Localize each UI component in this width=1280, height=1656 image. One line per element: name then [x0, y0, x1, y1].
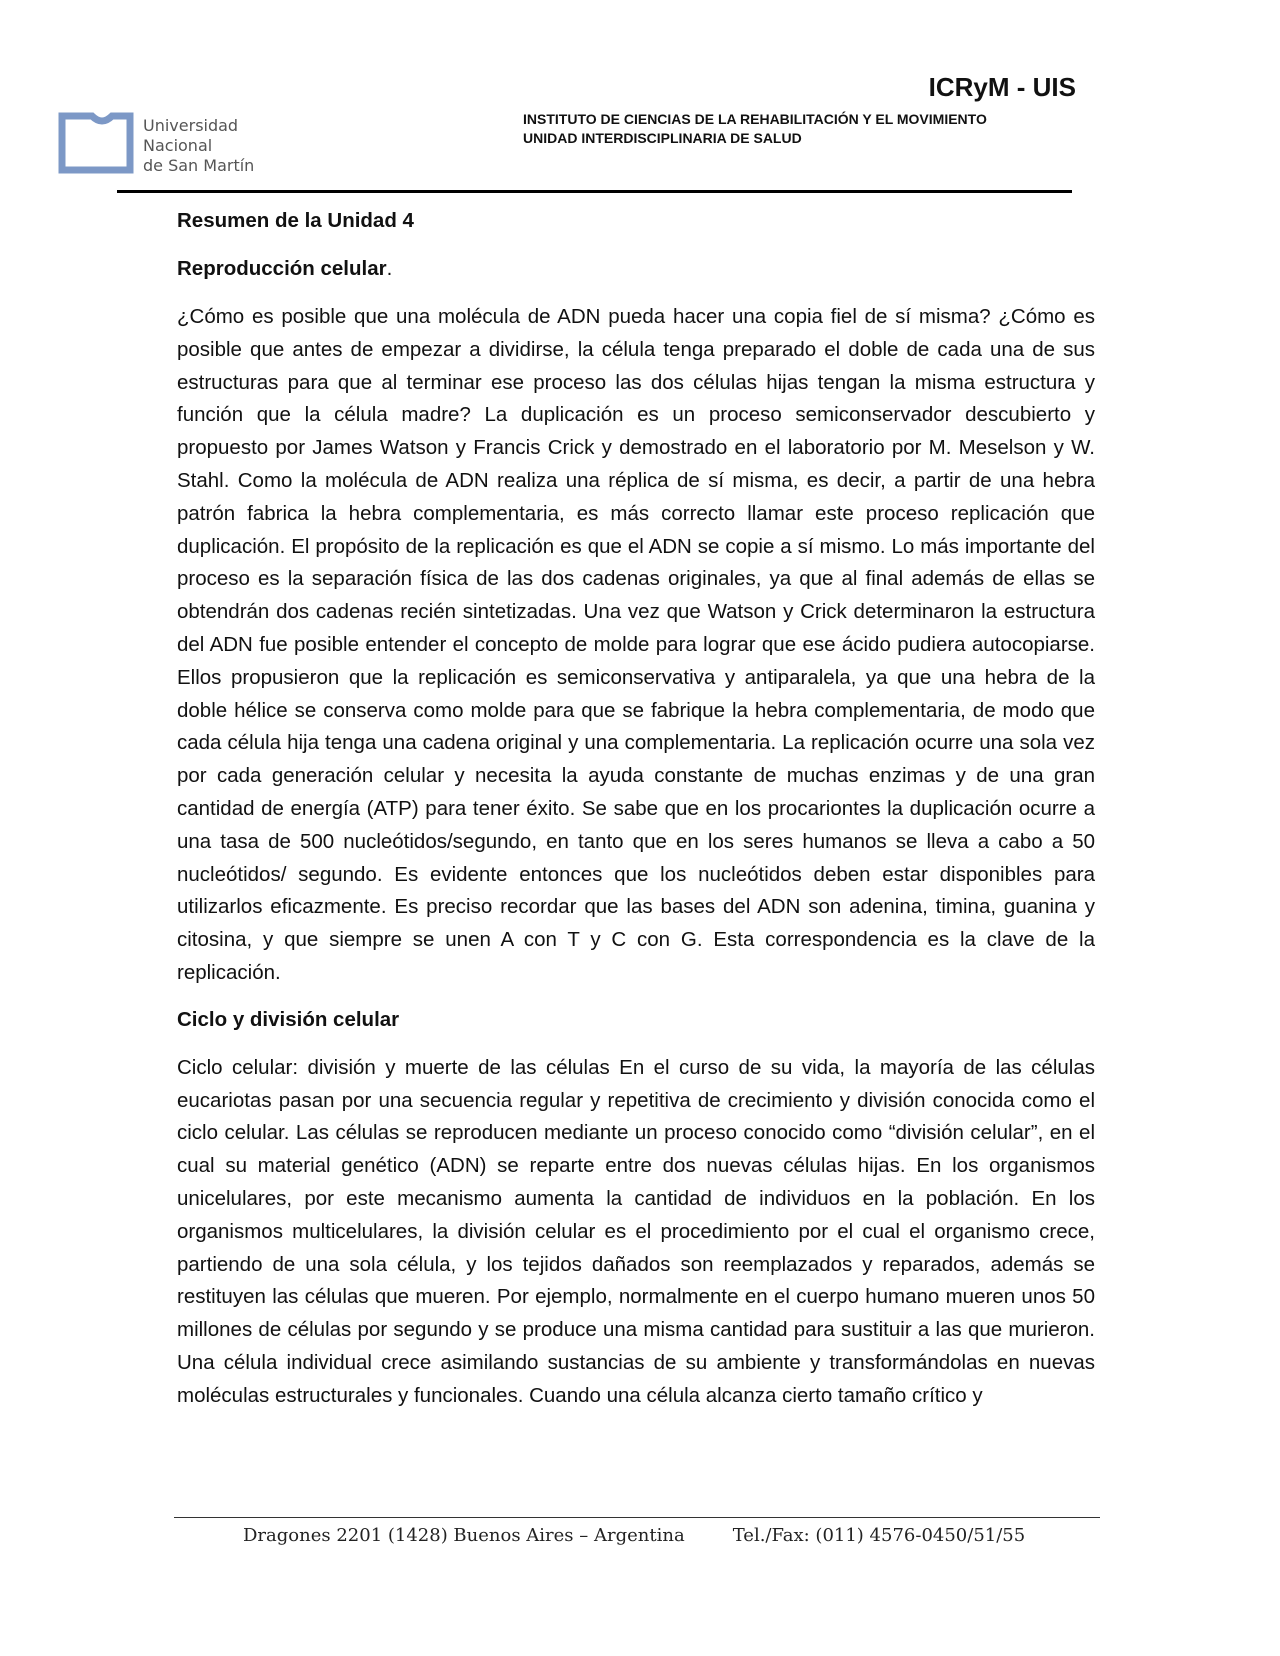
header-divider	[117, 190, 1072, 193]
institute-name	[523, 110, 987, 148]
section-heading-reproduccion	[177, 253, 1095, 285]
university-logo	[58, 108, 268, 180]
header-code: ICRyM - UIS	[928, 72, 1076, 102]
document-body	[177, 205, 1095, 1427]
section-heading-ciclo: Ciclo y división celular	[177, 1007, 400, 1031]
institute-line-1: INSTITUTO DE CIENCIAS DE LA REHABILITACIÓN Y EL MOVIMIENTO	[523, 111, 987, 127]
paragraph-replicacion: ¿Cómo es posible que una molécula de ADN pueda hacer una copia fiel de sí misma? ¿Cómo es posible que antes de empezar a dividirse, la célula tenga preparado el doble de cada una de sus estructuras para que al terminar ese proceso las dos células hijas tengan la misma estructura y función que la célula madre? La duplicación es un proceso semiconservador descubierto y propuesto por James Watson y Francis Crick y demostrado en el laboratorio por M. Meselson y W. Stahl. Como la molécula de ADN realiza una réplica de sí misma, es decir, a partir de una hebra patrón fabrica la hebra complementaria, es más correcto llamar este proceso replicación que duplicación. El propósito de la replicación es que el ADN se copie a sí mismo. Lo más importante del proceso es la separación física de las dos cadenas originales, ya que al final además de ellas se obtendrán dos cadenas recién sintetizadas. Una vez que Watson y Crick determinaron la estructura del ADN fue posible entender el concepto de molde para lograr que ese ácido pudiera autocopiarse. Ellos propusieron que la replicación es semiconservativa y antiparalela, ya que una hebra de la doble hélice se conserva como molde para que se fabrique la hebra complementaria, de modo que cada célula hija tenga una cadena original y una complementaria. La replicación ocurre una sola vez por cada generación celular y necesita la ayuda constante de muchas enzimas y de una gran cantidad de energía (ATP) para tener éxito. Se sabe que en los procariontes la duplicación ocurre a una tasa de 500 nucleótidos/segundo, en tanto que en los seres humanos se lleva a cabo a 50 nucleótidos/ segundo. Es evidente entonces que los nucleótidos deben estar disponibles para utilizarlos eficazmente. Es preciso recordar que las bases del ADN son adenina, timina, guanina y citosina, y que siempre se unen A con T y C con G. Esta correspondencia es la clave de la replicación.	[177, 305, 1095, 984]
institute-line-2: UNIDAD INTERDISCIPLINARIA DE SALUD	[523, 130, 802, 146]
logo-text	[143, 116, 254, 176]
logo-line-2: Nacional	[143, 136, 213, 155]
open-book-logo-icon	[58, 112, 134, 176]
paragraph-ciclo-celular: Ciclo celular: división y muerte de las células En el curso de su vida, la mayoría de las células eucariotas pasan por una secuencia regular y repetitiva de crecimiento y división conocida como el ciclo celular. Las células se reproducen mediante un proceso conocido como “división celular”, en el cual su material genético (ADN) se reparte entre dos nuevas células hijas. En los organismos unicelulares, por este mecanismo aumenta la cantidad de individuos en la población. En los organismos multicelulares, la división celular es el procedimiento por el cual el organismo crece, partiendo de una sola célula, y los tejidos dañados son reemplazados y reparados, además se restituyen las células que mueren. Por ejemplo, normalmente en el cuerpo humano mueren unos 50 millones de células por segundo y se produce una misma cantidad para sustituir a las que murieron. Una célula individual crece asimilando sustancias de su ambiente y transformándolas en nuevas moléculas estructurales y funcionales. Cuando una célula alcanza cierto tamaño crítico y	[177, 1055, 1095, 1407]
footer	[243, 1525, 1025, 1546]
document-title: Resumen de la Unidad 4	[177, 209, 414, 232]
footer-divider	[174, 1517, 1100, 1518]
section-heading-period: .	[386, 257, 393, 280]
section-heading-text: Reproducción celular	[177, 257, 387, 280]
logo-line-1: Universidad	[143, 116, 239, 135]
footer-phone: Tel./Fax: (011) 4576-0450/51/55	[732, 1525, 1026, 1546]
logo-line-3: de San Martín	[143, 156, 255, 175]
footer-address: Dragones 2201 (1428) Buenos Aires – Argentina	[243, 1525, 685, 1546]
